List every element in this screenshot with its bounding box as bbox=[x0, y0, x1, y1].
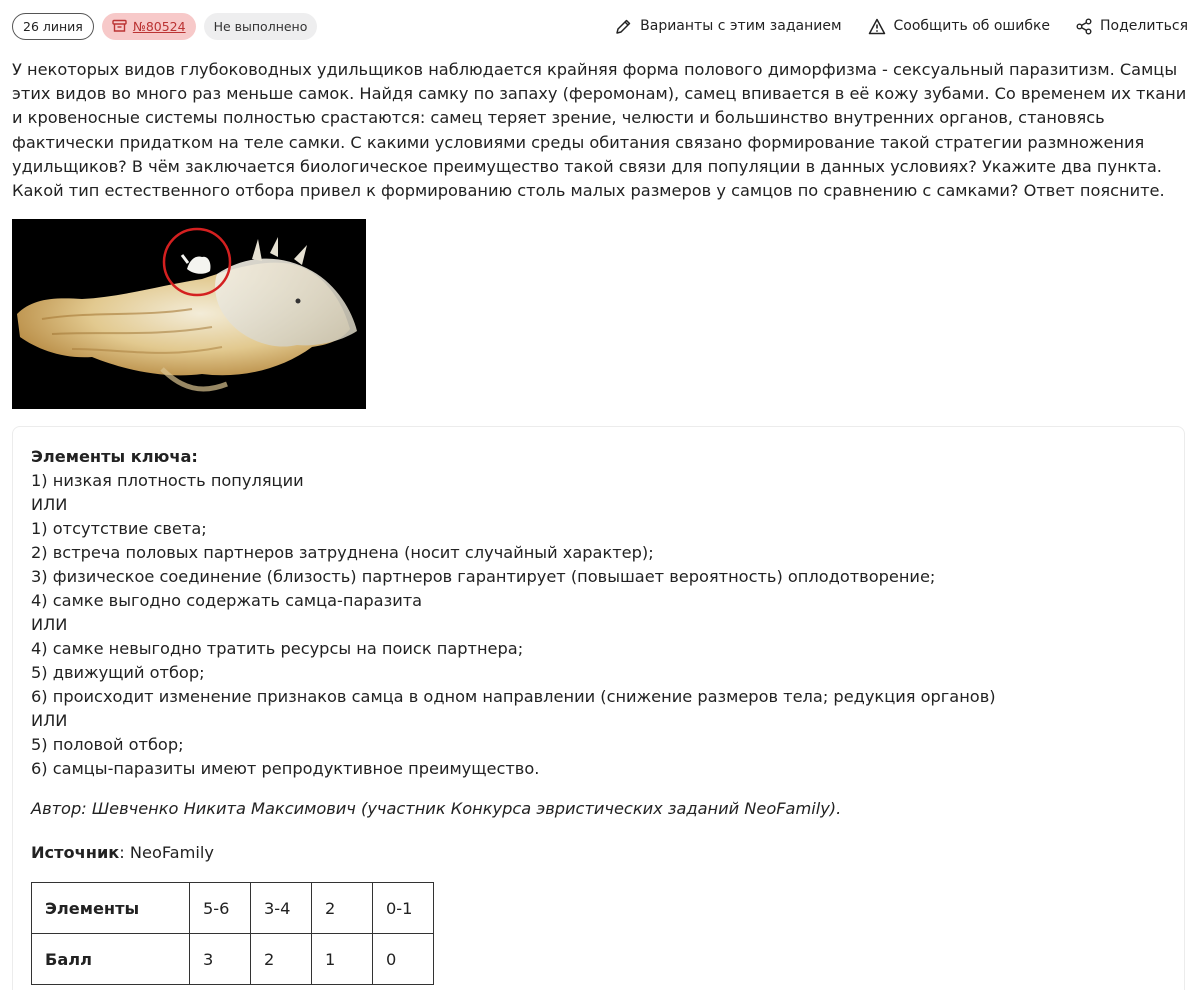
answer-key-text bbox=[31, 445, 1161, 781]
report-error-label: Сообщить об ошибке bbox=[893, 18, 1051, 34]
table-cell: 3-4 bbox=[251, 883, 312, 934]
answer-key-line: ИЛИ bbox=[31, 615, 68, 634]
answer-key-line: 3) физическое соединение (близость) партнеров гарантирует (повышает вероятность) оплодотворение; bbox=[31, 567, 936, 586]
question-text bbox=[12, 58, 1188, 203]
share-icon bbox=[1076, 18, 1092, 35]
variants-label: Варианты с этим заданием bbox=[640, 18, 842, 34]
answer-key-line: 6) происходит изменение признаков самца в одном направлении (снижение размеров тела; редукция органов) bbox=[31, 687, 996, 706]
line-chip[interactable] bbox=[12, 13, 94, 40]
archive-icon bbox=[112, 19, 127, 33]
table-cell: 2 bbox=[251, 934, 312, 985]
table-row bbox=[32, 934, 434, 985]
question-line: удильщиков? В чём заключается биологическое преимущество такой связи для популяции в данных условиях? Укажите два пункта. bbox=[12, 156, 1162, 176]
share-button[interactable] bbox=[1076, 18, 1188, 35]
answer-key-line: 4) самке выгодно содержать самца-паразита bbox=[31, 591, 423, 610]
answer-key-heading: Элементы ключа: bbox=[31, 447, 198, 466]
line-chip-label: 26 линия bbox=[23, 18, 83, 34]
question-line: этих видов во много раз меньше самок. Найдя самку по запаху (феромонам), самец впивается в её кожу зубами. Со временем их ткани bbox=[12, 84, 1187, 104]
question-line: Какой тип естественного отбора привел к формированию столь малых размеров у самцов по сравнению с самками? Ответ поясните. bbox=[12, 181, 1165, 201]
author-note: Автор: Шевченко Никита Максимович (участник Конкурса эвристических заданий NeoFamily). bbox=[31, 799, 842, 818]
table-row bbox=[32, 883, 434, 934]
anglerfish-illustration bbox=[12, 219, 366, 409]
task-number-chip[interactable] bbox=[102, 13, 196, 40]
score-table bbox=[31, 882, 434, 985]
answer-key-line: 5) половой отбор; bbox=[31, 735, 184, 754]
answer-key-line: 5) движущий отбор; bbox=[31, 663, 205, 682]
table-cell: 0-1 bbox=[373, 883, 434, 934]
task-number-link[interactable]: №80524 bbox=[132, 18, 186, 34]
table-cell: Балл bbox=[32, 934, 190, 985]
table-cell: 2 bbox=[312, 883, 373, 934]
answer-key-line: ИЛИ bbox=[31, 711, 68, 730]
warning-icon bbox=[868, 18, 886, 35]
share-label: Поделиться bbox=[1100, 18, 1188, 34]
answer-key-line: 1) низкая плотность популяции bbox=[31, 471, 304, 490]
answer-key-line: 4) самке невыгодно тратить ресурсы на поиск партнера; bbox=[31, 639, 524, 658]
answer-key-line: 6) самцы-паразиты имеют репродуктивное преимущество. bbox=[31, 759, 540, 778]
task-header bbox=[12, 12, 1188, 40]
anglerfish-photo bbox=[12, 219, 366, 409]
question-line: У некоторых видов глубоководных удильщиков наблюдается крайняя форма полового диморфизма - сексуальный паразитизм. Самцы bbox=[12, 60, 1178, 79]
answer-key-line: 2) встреча половых партнеров затруднена (носит случайный характер); bbox=[31, 543, 654, 562]
question-line: фактически придатком на теле самки. С какими условиями среды обитания связано формирование такой стратегии размножения bbox=[12, 132, 1145, 152]
variants-button[interactable] bbox=[615, 18, 841, 35]
answer-key-line: ИЛИ bbox=[31, 495, 68, 514]
table-cell: 1 bbox=[312, 934, 373, 985]
source-line bbox=[31, 843, 214, 862]
answer-key-panel bbox=[12, 426, 1185, 990]
source-value: : NeoFamily bbox=[119, 843, 214, 862]
source-label: Источник bbox=[31, 843, 120, 862]
question-line: и кровеносные системы полностью срастаются: самец теряет зрение, челюсти и большинство внутренних органов, становясь bbox=[12, 108, 1105, 128]
answer-key-line: 1) отсутствие света; bbox=[31, 519, 207, 538]
table-cell: 0 bbox=[373, 934, 434, 985]
table-cell: 3 bbox=[190, 934, 251, 985]
status-label: Не выполнено bbox=[213, 18, 308, 34]
header-actions bbox=[589, 18, 1188, 35]
status-badge bbox=[204, 13, 318, 40]
report-error-button[interactable] bbox=[868, 18, 1051, 35]
table-cell: Элементы bbox=[32, 883, 190, 934]
pencil-icon bbox=[615, 18, 632, 35]
table-cell: 5-6 bbox=[190, 883, 251, 934]
